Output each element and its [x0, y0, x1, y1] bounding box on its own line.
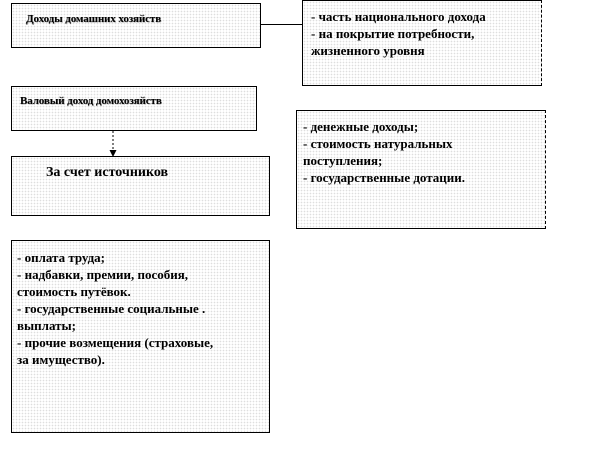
sources-list-item: - прочие возмещения (страховые,	[17, 335, 214, 350]
income-definition-box	[302, 0, 542, 86]
gross-components-item: - стоимость натуральных	[303, 136, 453, 151]
sources-label: За счет источников	[46, 165, 169, 180]
sources-list-item: стоимость путёвок.	[17, 284, 131, 299]
sources-list	[17, 249, 213, 368]
sources-list-item: - государственные социальные .	[17, 301, 206, 316]
household-income-label: Доходы домашних хозяйств	[26, 13, 162, 25]
gross-components-box	[296, 110, 546, 229]
down-arrow-icon	[108, 131, 118, 159]
sources-list-item: - оплата труда;	[17, 250, 106, 265]
income-definition-item: - на покрытие потребности,	[311, 26, 475, 41]
income-definition-list	[311, 8, 486, 59]
sources-list-item: - надбавки, премии, пособия,	[17, 267, 189, 282]
connector-line	[261, 24, 302, 25]
sources-list-item: за имущество).	[17, 352, 105, 367]
income-definition-item: - часть национального дохода	[311, 9, 486, 24]
gross-components-item: - государственные дотации.	[303, 170, 466, 185]
gross-components-list	[303, 118, 465, 186]
sources-box	[11, 156, 270, 216]
gross-income-box	[11, 86, 257, 131]
household-income-box	[11, 3, 261, 48]
gross-components-item: - денежные доходы;	[303, 119, 419, 134]
sources-list-box	[11, 240, 270, 433]
gross-components-item: поступления;	[303, 153, 383, 168]
income-definition-item: жизненного уровня	[311, 43, 425, 58]
gross-income-label: Валовый доход домохозяйств	[20, 95, 162, 107]
sources-list-item: выплаты;	[17, 318, 76, 333]
